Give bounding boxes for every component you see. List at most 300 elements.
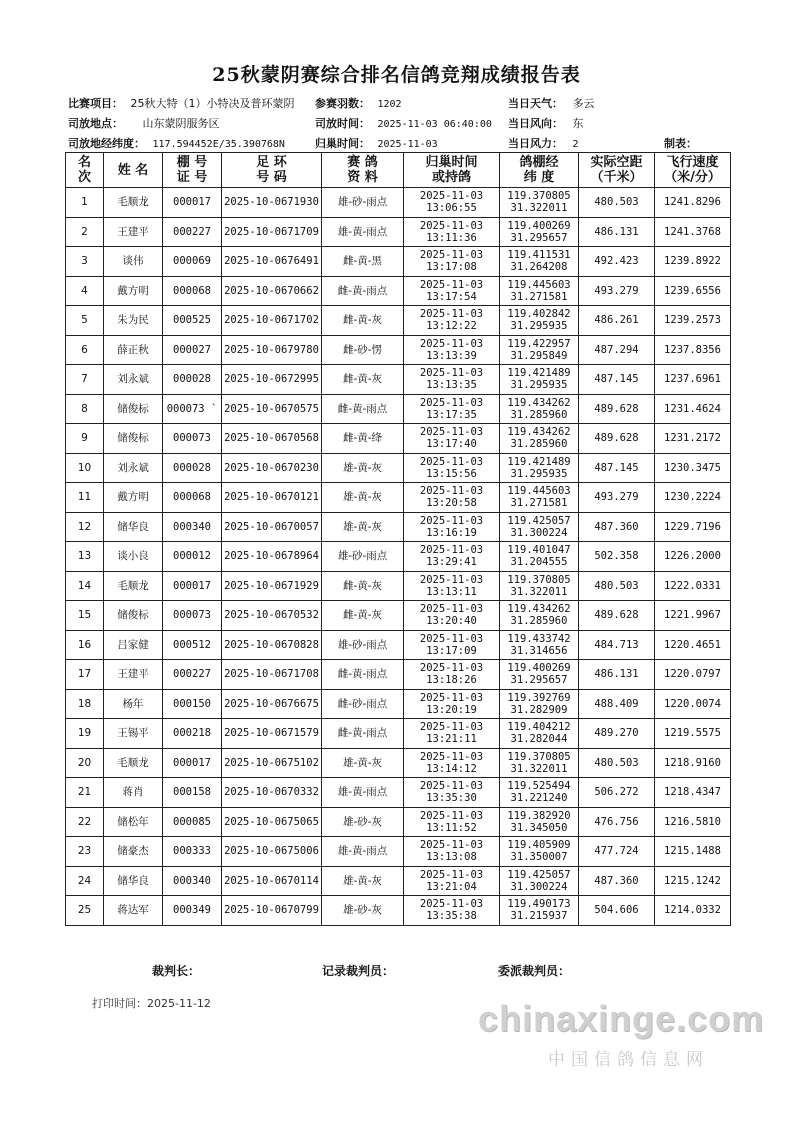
loft-latitude: 31.295935 xyxy=(510,379,568,392)
rank-cell: 17 xyxy=(66,660,104,690)
wind-dir-field xyxy=(508,115,584,131)
bird-cell: 雌-黄-雨点 xyxy=(322,660,404,690)
arrival-date: 2025-11-03 xyxy=(419,249,484,262)
arrival-cell xyxy=(404,247,500,277)
birds-label: 参赛羽数： xyxy=(315,97,370,110)
arrival-cell xyxy=(404,512,500,542)
bird-cell: 雌-黄-灰 xyxy=(322,365,404,395)
arrival-cell xyxy=(404,778,500,808)
ring-cell: 2025-10-0671930 xyxy=(222,188,322,218)
print-time: 打印时间：2025-11-12 xyxy=(92,997,211,1010)
loft-cell: 000068 xyxy=(163,276,222,306)
release-time-value: 2025-11-03 06:40:00 xyxy=(377,119,492,130)
coords-cell xyxy=(500,306,579,336)
distance-cell: 502.358 xyxy=(579,542,655,572)
speed-cell: 1230.2224 xyxy=(655,483,731,513)
rank-cell: 6 xyxy=(66,335,104,365)
name-cell: 毛顺龙 xyxy=(104,748,163,778)
distance-cell: 487.360 xyxy=(579,866,655,896)
name-cell: 杨年 xyxy=(104,689,163,719)
loft-cell: 000017 xyxy=(163,571,222,601)
rank-cell: 21 xyxy=(66,778,104,808)
loft-cell: 000068 xyxy=(163,483,222,513)
arrival-cell xyxy=(404,807,500,837)
ring-cell: 2025-10-0671579 xyxy=(222,719,322,749)
loft-cell: 000512 xyxy=(163,630,222,660)
name-cell: 刘永斌 xyxy=(104,365,163,395)
arrival-cell xyxy=(404,630,500,660)
loft-latitude: 31.282044 xyxy=(510,733,568,746)
rank-cell: 25 xyxy=(66,896,104,926)
arrival-cell xyxy=(404,188,500,218)
loft-cell: 000085 xyxy=(163,807,222,837)
table-row xyxy=(66,335,731,365)
coords-cell xyxy=(500,276,579,306)
loft-cell: 000017 xyxy=(163,748,222,778)
recorder-signature: 记录裁判员： xyxy=(322,964,395,978)
table-row xyxy=(66,719,731,749)
loft-cell: 000027 xyxy=(163,335,222,365)
release-place-label: 司放地点： xyxy=(68,117,123,130)
birds-value: 1202 xyxy=(377,99,402,110)
coords-cell xyxy=(500,247,579,277)
coords-cell xyxy=(500,689,579,719)
speed-cell: 1222.0331 xyxy=(655,571,731,601)
loft-latitude: 31.282909 xyxy=(510,703,568,716)
coords-cell xyxy=(500,571,579,601)
header-rank: 名 次 xyxy=(66,153,104,188)
maker-label: 制表： xyxy=(664,137,697,150)
name-cell: 储俊标 xyxy=(104,424,163,454)
distance-cell: 493.279 xyxy=(579,276,655,306)
distance-cell: 504.606 xyxy=(579,896,655,926)
distance-cell: 492.423 xyxy=(579,247,655,277)
arrival-time: 13:11:36 xyxy=(426,231,477,244)
loft-longitude: 119.401047 xyxy=(507,544,571,557)
loft-latitude: 31.295657 xyxy=(510,674,568,687)
loft-latitude: 31.322011 xyxy=(510,762,568,775)
loft-cell: 000150 xyxy=(163,689,222,719)
arrival-cell xyxy=(404,866,500,896)
ring-cell: 2025-10-0670121 xyxy=(222,483,322,513)
speed-cell: 1237.8356 xyxy=(655,335,731,365)
speed-cell: 1220.0797 xyxy=(655,660,731,690)
loft-latitude: 31.350007 xyxy=(510,851,568,864)
rank-cell: 5 xyxy=(66,306,104,336)
arrival-time: 13:16:19 xyxy=(426,526,477,539)
rank-cell: 9 xyxy=(66,424,104,454)
header-bird: 赛 鸽 资 料 xyxy=(322,153,404,188)
speed-cell: 1215.1488 xyxy=(655,837,731,867)
rank-cell: 16 xyxy=(66,630,104,660)
arrival-date: 2025-11-03 xyxy=(419,632,484,645)
release-place-value: 山东蒙阴服务区 xyxy=(142,117,220,130)
loft-cell: 000017 xyxy=(163,188,222,218)
arrival-cell xyxy=(404,306,500,336)
arrival-cell xyxy=(404,601,500,631)
loft-latitude: 31.295935 xyxy=(510,320,568,333)
name-cell: 刘永斌 xyxy=(104,453,163,483)
table-row xyxy=(66,748,731,778)
arrival-cell xyxy=(404,748,500,778)
arrival-date: 2025-11-03 xyxy=(419,396,484,409)
loft-cell: 000073 xyxy=(163,601,222,631)
loft-cell: 000073 ` xyxy=(163,394,222,424)
ring-cell: 2025-10-0672995 xyxy=(222,365,322,395)
coords-value: 117.594452E/35.390768N xyxy=(152,139,285,150)
header-ring: 足 环 号 码 xyxy=(222,153,322,188)
arrival-date: 2025-11-03 xyxy=(419,809,484,822)
name-cell: 王建平 xyxy=(104,217,163,247)
distance-cell: 486.131 xyxy=(579,217,655,247)
speed-cell: 1218.9160 xyxy=(655,748,731,778)
name-cell: 毛顺龙 xyxy=(104,571,163,601)
coords-cell xyxy=(500,807,579,837)
distance-cell: 506.272 xyxy=(579,778,655,808)
arrival-date: 2025-11-03 xyxy=(419,426,484,439)
speed-cell: 1216.5810 xyxy=(655,807,731,837)
distance-cell: 477.724 xyxy=(579,837,655,867)
speed-cell: 1215.1242 xyxy=(655,866,731,896)
loft-cell: 000340 xyxy=(163,866,222,896)
rank-cell: 10 xyxy=(66,453,104,483)
speed-cell: 1221.9967 xyxy=(655,601,731,631)
results-body xyxy=(66,188,731,926)
birds-field xyxy=(315,95,402,111)
loft-longitude: 119.370805 xyxy=(507,750,571,763)
distance-cell: 488.409 xyxy=(579,689,655,719)
header-name: 姓 名 xyxy=(104,153,163,188)
name-cell: 戴方明 xyxy=(104,483,163,513)
arrival-cell xyxy=(404,542,500,572)
distance-cell: 489.628 xyxy=(579,394,655,424)
table-row xyxy=(66,365,731,395)
speed-cell: 1218.4347 xyxy=(655,778,731,808)
loft-cell: 000028 xyxy=(163,453,222,483)
arrival-cell xyxy=(404,837,500,867)
ring-cell: 2025-10-0671709 xyxy=(222,217,322,247)
race-value: 25秋大特（1）小特决及普环蒙阴 xyxy=(130,97,295,110)
coords-field xyxy=(68,135,285,151)
table-row xyxy=(66,188,731,218)
coords-cell xyxy=(500,512,579,542)
weather-value: 多云 xyxy=(572,97,595,110)
arrival-time: 13:35:38 xyxy=(426,910,477,923)
speed-cell: 1239.2573 xyxy=(655,306,731,336)
ring-cell: 2025-10-0671702 xyxy=(222,306,322,336)
header-loft: 棚 号 证 号 xyxy=(163,153,222,188)
maker-field xyxy=(664,135,697,151)
loft-cell: 000349 xyxy=(163,896,222,926)
header-row xyxy=(66,153,731,188)
loft-longitude: 119.404212 xyxy=(507,721,571,734)
rank-cell: 15 xyxy=(66,601,104,631)
arrival-date: 2025-11-03 xyxy=(419,603,484,616)
bird-cell: 雌-砂-愣 xyxy=(322,335,404,365)
release-time-label: 司放时间： xyxy=(315,117,370,130)
header-speed: 飞行速度 （米/分） xyxy=(655,153,731,188)
arrival-cell xyxy=(404,453,500,483)
wind-dir-value: 东 xyxy=(572,117,584,130)
loft-longitude: 119.405909 xyxy=(507,839,571,852)
header-distance: 实际空距 （千米） xyxy=(579,153,655,188)
speed-cell: 1239.6556 xyxy=(655,276,731,306)
coords-cell xyxy=(500,365,579,395)
coords-cell xyxy=(500,394,579,424)
loft-latitude: 31.271581 xyxy=(510,290,568,303)
table-row xyxy=(66,778,731,808)
name-cell: 储豪杰 xyxy=(104,837,163,867)
arrival-time: 13:11:52 xyxy=(426,821,477,834)
name-cell: 谈小良 xyxy=(104,542,163,572)
arrival-date: 2025-11-03 xyxy=(419,868,484,881)
arrival-time: 13:13:08 xyxy=(426,851,477,864)
loft-latitude: 31.300224 xyxy=(510,526,568,539)
table-row xyxy=(66,837,731,867)
table-row xyxy=(66,601,731,631)
loft-cell: 000073 xyxy=(163,424,222,454)
table-row xyxy=(66,630,731,660)
loft-longitude: 119.382920 xyxy=(507,809,571,822)
coords-cell xyxy=(500,217,579,247)
arrival-time: 13:17:35 xyxy=(426,408,477,421)
arrival-cell xyxy=(404,365,500,395)
ring-cell: 2025-10-0671708 xyxy=(222,660,322,690)
rank-cell: 2 xyxy=(66,217,104,247)
bird-cell: 雌-黄-雨点 xyxy=(322,276,404,306)
rank-cell: 4 xyxy=(66,276,104,306)
table-row xyxy=(66,247,731,277)
speed-cell: 1241.3768 xyxy=(655,217,731,247)
table-row xyxy=(66,660,731,690)
ring-cell: 2025-10-0670568 xyxy=(222,424,322,454)
rank-cell: 19 xyxy=(66,719,104,749)
loft-longitude: 119.425057 xyxy=(507,514,571,527)
distance-cell: 484.713 xyxy=(579,630,655,660)
ring-cell: 2025-10-0679780 xyxy=(222,335,322,365)
loft-longitude: 119.400269 xyxy=(507,662,571,675)
header-coords: 鸽棚经 纬 度 xyxy=(500,153,579,188)
arrival-cell xyxy=(404,276,500,306)
arrival-time: 13:18:26 xyxy=(426,674,477,687)
appointed-judge-signature: 委派裁判员： xyxy=(498,964,571,978)
loft-cell: 000227 xyxy=(163,660,222,690)
name-cell: 薛正秋 xyxy=(104,335,163,365)
loft-latitude: 31.285960 xyxy=(510,438,568,451)
distance-cell: 489.270 xyxy=(579,719,655,749)
arrival-date: 2025-11-03 xyxy=(419,721,484,734)
coords-cell xyxy=(500,660,579,690)
loft-longitude: 119.411531 xyxy=(507,249,571,262)
arrival-time: 13:21:11 xyxy=(426,733,477,746)
table-row xyxy=(66,807,731,837)
bird-cell: 雄-砂-雨点 xyxy=(322,188,404,218)
table-row xyxy=(66,306,731,336)
distance-cell: 486.131 xyxy=(579,660,655,690)
loft-longitude: 119.392769 xyxy=(507,691,571,704)
loft-longitude: 119.400269 xyxy=(507,219,571,232)
arrival-time: 13:15:56 xyxy=(426,467,477,480)
loft-latitude: 31.314656 xyxy=(510,644,568,657)
speed-cell: 1220.4651 xyxy=(655,630,731,660)
name-cell: 吕家健 xyxy=(104,630,163,660)
rank-cell: 12 xyxy=(66,512,104,542)
name-cell: 谈伟 xyxy=(104,247,163,277)
rank-cell: 13 xyxy=(66,542,104,572)
speed-cell: 1239.8922 xyxy=(655,247,731,277)
arrival-time: 13:20:19 xyxy=(426,703,477,716)
coords-label: 司放地经纬度： xyxy=(68,137,145,150)
loft-cell: 000333 xyxy=(163,837,222,867)
loft-cell: 000069 xyxy=(163,247,222,277)
bird-cell: 雄-砂-灰 xyxy=(322,807,404,837)
name-cell: 储华良 xyxy=(104,866,163,896)
distance-cell: 487.360 xyxy=(579,512,655,542)
bird-cell: 雌-黄-雨点 xyxy=(322,719,404,749)
arrival-date: 2025-11-03 xyxy=(419,190,484,203)
race-field xyxy=(68,95,295,111)
arrival-time: 13:21:04 xyxy=(426,880,477,893)
distance-cell: 476.756 xyxy=(579,807,655,837)
loft-latitude: 31.322011 xyxy=(510,585,568,598)
loft-longitude: 119.490173 xyxy=(507,898,571,911)
arrival-cell xyxy=(404,394,500,424)
rank-cell: 8 xyxy=(66,394,104,424)
arrival-cell xyxy=(404,217,500,247)
ring-cell: 2025-10-0671929 xyxy=(222,571,322,601)
coords-cell xyxy=(500,542,579,572)
race-label: 比赛项目： xyxy=(68,97,123,110)
loft-latitude: 31.295935 xyxy=(510,467,568,480)
loft-latitude: 31.295849 xyxy=(510,349,568,362)
distance-cell: 480.503 xyxy=(579,571,655,601)
bird-cell: 雄-黄-灰 xyxy=(322,453,404,483)
loft-longitude: 119.370805 xyxy=(507,573,571,586)
coords-cell xyxy=(500,335,579,365)
coords-cell xyxy=(500,748,579,778)
arrival-time: 13:20:40 xyxy=(426,615,477,628)
loft-latitude: 31.322011 xyxy=(510,202,568,215)
loft-longitude: 119.421489 xyxy=(507,455,571,468)
loft-longitude: 119.421489 xyxy=(507,367,571,380)
arrival-date: 2025-11-03 xyxy=(419,337,484,350)
release-time-field xyxy=(315,115,492,131)
loft-latitude: 31.221240 xyxy=(510,792,568,805)
return-time-field xyxy=(315,135,438,151)
arrival-date: 2025-11-03 xyxy=(419,278,484,291)
coords-cell xyxy=(500,601,579,631)
report-title: 25秋蒙阴赛综合排名信鸽竞翔成绩报告表 xyxy=(212,64,581,86)
coords-cell xyxy=(500,188,579,218)
name-cell: 王锡平 xyxy=(104,719,163,749)
speed-cell: 1241.8296 xyxy=(655,188,731,218)
arrival-time: 13:14:12 xyxy=(426,762,477,775)
arrival-cell xyxy=(404,571,500,601)
loft-longitude: 119.525494 xyxy=(507,780,571,793)
distance-cell: 486.261 xyxy=(579,306,655,336)
rank-cell: 3 xyxy=(66,247,104,277)
distance-cell: 480.503 xyxy=(579,188,655,218)
ring-cell: 2025-10-0670057 xyxy=(222,512,322,542)
name-cell: 蒋肖 xyxy=(104,778,163,808)
table-row xyxy=(66,896,731,926)
distance-cell: 489.628 xyxy=(579,424,655,454)
coords-cell xyxy=(500,630,579,660)
weather-label: 当日天气： xyxy=(508,97,563,110)
bird-cell: 雌-黄-灰 xyxy=(322,601,404,631)
ring-cell: 2025-10-0670828 xyxy=(222,630,322,660)
arrival-cell xyxy=(404,689,500,719)
coords-cell xyxy=(500,453,579,483)
arrival-cell xyxy=(404,483,500,513)
ring-cell: 2025-10-0670114 xyxy=(222,866,322,896)
distance-cell: 487.145 xyxy=(579,365,655,395)
coords-cell xyxy=(500,778,579,808)
name-cell: 储华良 xyxy=(104,512,163,542)
arrival-date: 2025-11-03 xyxy=(419,898,484,911)
arrival-time: 13:13:35 xyxy=(426,379,477,392)
loft-longitude: 119.434262 xyxy=(507,396,571,409)
distance-cell: 480.503 xyxy=(579,748,655,778)
bird-cell: 雄-砂-灰 xyxy=(322,896,404,926)
arrival-cell xyxy=(404,660,500,690)
distance-cell: 489.628 xyxy=(579,601,655,631)
coords-cell xyxy=(500,837,579,867)
arrival-date: 2025-11-03 xyxy=(419,780,484,793)
speed-cell: 1219.5575 xyxy=(655,719,731,749)
name-cell: 储俊标 xyxy=(104,601,163,631)
bird-cell: 雄-黄-灰 xyxy=(322,866,404,896)
coords-cell xyxy=(500,483,579,513)
distance-cell: 487.294 xyxy=(579,335,655,365)
name-cell: 戴方明 xyxy=(104,276,163,306)
arrival-time: 13:06:55 xyxy=(426,202,477,215)
ring-cell: 2025-10-0670332 xyxy=(222,778,322,808)
arrival-date: 2025-11-03 xyxy=(419,485,484,498)
loft-longitude: 119.422957 xyxy=(507,337,571,350)
table-row xyxy=(66,217,731,247)
arrival-date: 2025-11-03 xyxy=(419,544,484,557)
bird-cell: 雄-黄-灰 xyxy=(322,748,404,778)
arrival-time: 13:17:09 xyxy=(426,644,477,657)
bird-cell: 雄-黄-雨点 xyxy=(322,217,404,247)
wind-force-label: 当日风力： xyxy=(508,137,563,150)
arrival-cell xyxy=(404,335,500,365)
name-cell: 储松年 xyxy=(104,807,163,837)
table-row xyxy=(66,424,731,454)
speed-cell: 1229.7196 xyxy=(655,512,731,542)
arrival-time: 13:17:08 xyxy=(426,261,477,274)
arrival-date: 2025-11-03 xyxy=(419,455,484,468)
arrival-date: 2025-11-03 xyxy=(419,691,484,704)
table-row xyxy=(66,276,731,306)
arrival-time: 13:17:40 xyxy=(426,438,477,451)
bird-cell: 雄-黄-雨点 xyxy=(322,837,404,867)
loft-longitude: 119.402842 xyxy=(507,308,571,321)
loft-longitude: 119.370805 xyxy=(507,190,571,203)
arrival-date: 2025-11-03 xyxy=(419,514,484,527)
coords-cell xyxy=(500,866,579,896)
speed-cell: 1237.6961 xyxy=(655,365,731,395)
rank-cell: 7 xyxy=(66,365,104,395)
loft-cell: 000340 xyxy=(163,512,222,542)
loft-cell: 000012 xyxy=(163,542,222,572)
watermark-cn: 中国信鸽信息网 xyxy=(548,1050,709,1070)
loft-cell: 000028 xyxy=(163,365,222,395)
ring-cell: 2025-10-0675102 xyxy=(222,748,322,778)
results-table xyxy=(65,152,731,926)
ring-cell: 2025-10-0678964 xyxy=(222,542,322,572)
